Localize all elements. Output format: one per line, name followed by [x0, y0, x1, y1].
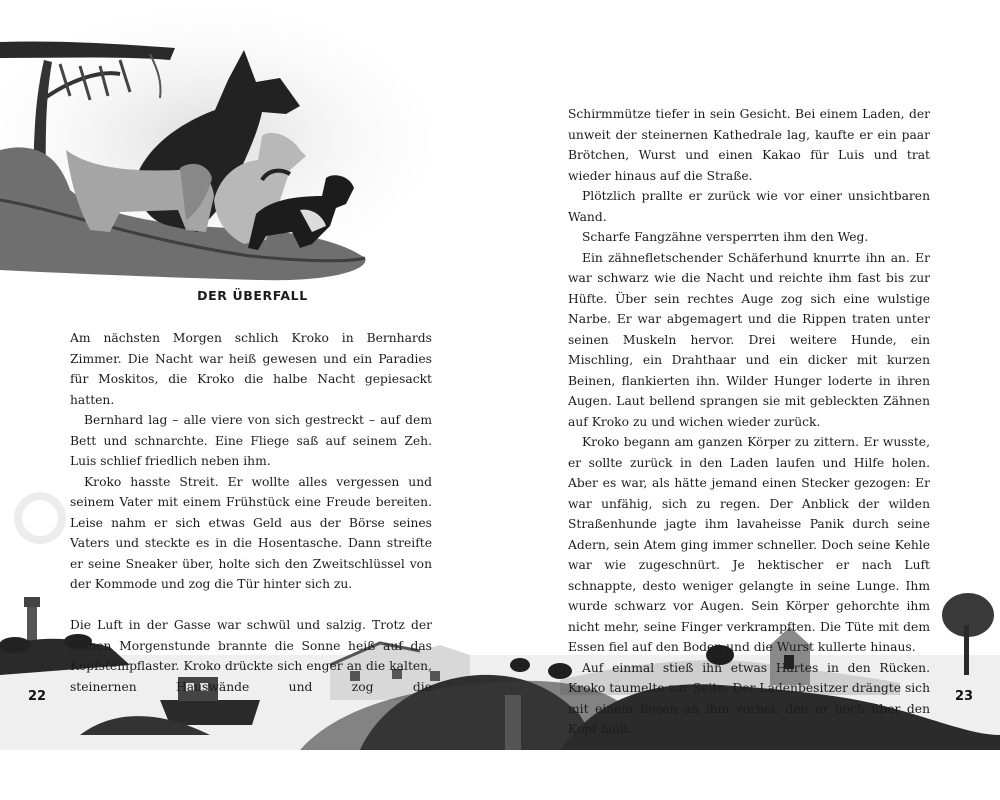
paragraph: Auf einmal stieß ihn etwas Hartes in den Rücken. Kroko taumelte zur Seite. Der Ladenbesitzer drängte sich mit einem Besen an ihm vorbei, den er hoch über den Kopf hielt.: [568, 660, 930, 736]
paragraph: Kroko hasste Streit. Er wollte alles vergessen und seinem Vater mit einem Frühstück eine Freude bereiten. Leise nahm er sich etwas Geld aus der Börse seines Vaters und steckte es in die Hosentasche. Dann streifte er seine Sneaker über, holte sich den Zweitschlüssel von der Kommode und zog die Tür hinter sich zu.: [70, 474, 432, 591]
paragraph: Kroko begann am ganzen Körper zu zittern. Er wusste, er sollte zurück in den Laden laufen und Hilfe holen. Aber es war, als hätte jemand einen Stecker gezogen: Er war unfähig, sich zu regen. Der Anblick der wilden Straßenhunde jagte ihm lavaheisse Panik durch seine Adern, sein Atem ging immer schneller. Doch seine Kehle war wie zugeschnürt. Je hektischer er nach Luft schnappte, desto weniger gelangte in seine Lunge. Ihm wurde schwarz vor Augen. Sein Körper gehorchte ihm nicht mehr, seine Finger verkrampften. Die Tüte mit dem Essen fiel auf den Boden und die Wurst kullerte hinaus.: [568, 435, 930, 654]
paragraph: Plötzlich prallte er zurück wie vor einer unsichtbaren Wand.: [568, 189, 930, 224]
page-number-right: 23: [955, 689, 974, 704]
paragraph: Bernhard lag – alle viere von sich gestreckt – auf dem Bett und schnarchte. Eine Fliege saß auf seinem Zeh. Luis schlief friedlich neben ihm.: [70, 413, 432, 468]
right-page-text: [568, 104, 930, 740]
dogs-illustration: [0, 0, 440, 290]
chapter-title: DER ÜBERFALL: [197, 288, 308, 303]
paragraph: Die Luft in der Gasse war schwül und salzig. Trotz der frühen Morgenstunde brannte die Sonne heiß auf das Kopfsteinpflaster. Kroko drückte sich enger an die kalten, steinernen Hauswände und zog die: [70, 618, 432, 694]
paragraph: Ein zähnefletschender Schäferhund knurrte ihn an. Er war schwarz wie die Nacht und reichte ihm fast bis zur Hüfte. Über sein rechtes Auge zog sich eine wulstige Narbe. Er war abgemagert und die Rippen traten unter seinen Muskeln hervor. Drei weitere Hunde, ein Mischling, ein Drahthaar und ein dicker mit kurzen Beinen, flankierten ihn. Wilder Hunger loderte in ihren Augen. Laut bellend sprangen sie mit gebleckten Zähnen auf Kroko zu und wichen wieder zurück.: [568, 250, 930, 429]
paragraph: Am nächsten Morgen schlich Kroko in Bernhards Zimmer. Die Nacht war heiß gewesen und ein Paradies für Moskitos, die Kroko die halbe Nacht gepiesackt hatten.: [70, 331, 432, 407]
paragraph: Scharfe Fangzähne versperrten ihm den Weg.: [582, 230, 869, 244]
left-page-text: [70, 328, 432, 697]
paragraph: Schirmmütze tiefer in sein Gesicht. Bei einem Laden, der unweit der steinernen Kathedrale lag, kaufte er ein paar Brötchen, Wurst und einen Kakao für Luis und trat wieder hinaus auf die Straße.: [568, 107, 930, 183]
sun-illustration: [10, 488, 70, 548]
page-number-left: 22: [28, 689, 47, 704]
